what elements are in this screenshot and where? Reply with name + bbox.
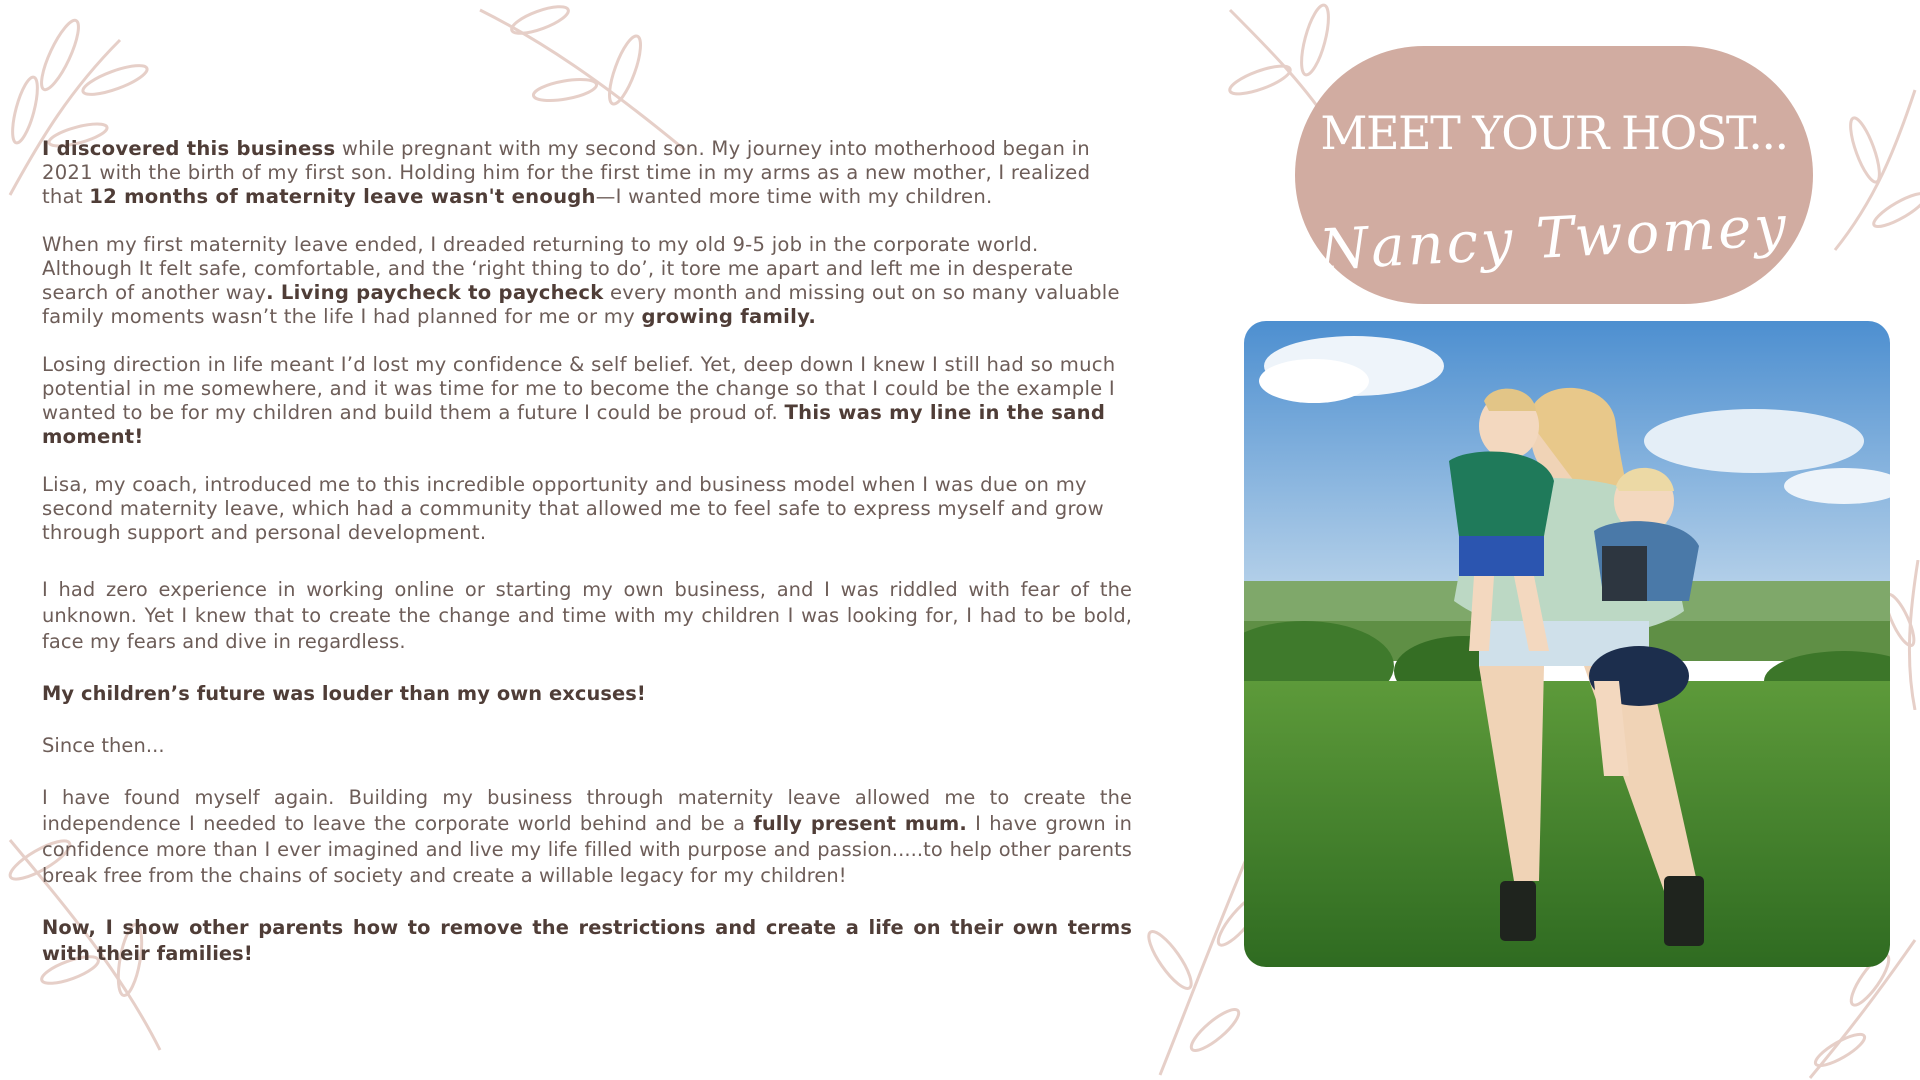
paragraph-text: When my first maternity leave ended, I dreaded returning to my old 9-5 job in the corporate world. Although It felt safe, comfortable, and the ‘right thing to do’, it tore me apart and left me in desperate search of another way — [42, 233, 1074, 304]
story-paragraph — [42, 137, 1132, 209]
bold-phrase: fully present mum. — [753, 812, 967, 835]
bold-phrase: Now, I show other parents how to remove the restrictions and create a life on their own terms with their families! — [42, 916, 1132, 965]
story-paragraph: I had zero experience in working online or starting my own business, and I was riddled with fear of the unknown. Yet I knew that to create the change and time with my children I was looking for, I had to be bold, face my fears and dive in regardless. — [42, 578, 1132, 653]
bold-phrase: This was my line in the sand moment! — [42, 401, 1106, 448]
story-paragraph — [42, 915, 1132, 967]
paragraph-text: I have found myself again. Building my business through maternity leave allowed me to create the independence I needed to leave the corporate world behind and be a — [42, 786, 1132, 835]
host-card — [1295, 46, 1813, 304]
bold-phrase: growing family. — [641, 305, 817, 328]
bold-phrase: 12 months of maternity leave wasn't enough — [89, 185, 596, 208]
paragraph-text: while pregnant with my second son. My journey into motherhood began in 2021 with the birth of my first son. Holding him for the first time in my arms as a new mother, I realized that — [42, 137, 1091, 208]
leaf-sprig-icon — [470, 0, 700, 160]
bold-phrase: . Living paycheck to paycheck — [266, 281, 604, 304]
story-paragraph — [42, 353, 1132, 449]
story-paragraph — [42, 785, 1132, 889]
paragraph-text: —I wanted more time with my children. — [595, 185, 993, 208]
paragraph-text: Losing direction in life meant I’d lost my confidence & self belief. Yet, deep down I knew I still had so much potential in me somewhere, and it was time for me to become the change so that I could be the example I wanted to be for my children and build them a future I could be proud of. — [42, 353, 1116, 424]
host-heading: MEET YOUR HOST... — [1320, 106, 1788, 160]
story-paragraph — [42, 681, 1132, 707]
bold-phrase: My children’s future was louder than my own excuses! — [42, 682, 646, 705]
story-paragraph: Since then... — [42, 734, 165, 757]
story-text — [42, 137, 1132, 991]
host-photo-illustration — [1244, 321, 1890, 967]
host-name: Nancy Twomey — [1317, 193, 1791, 284]
story-paragraph: Lisa, my coach, introduced me to this incredible opportunity and business model when I was due on my second maternity leave, which had a community that allowed me to feel safe to express myself and grow through support and personal development. — [42, 473, 1104, 544]
bold-phrase: I discovered this business — [42, 137, 336, 160]
leaf-sprig-icon — [1815, 80, 1920, 260]
paragraph-text: every month and missing out on so many valuable family moments wasn’t the life I had planned for me or my — [42, 281, 1120, 328]
host-photo — [1244, 321, 1890, 967]
story-paragraph — [42, 233, 1132, 329]
paragraph-text: I have grown in confidence more than I ever imagined and live my life filled with purpose and passion.....to help other parents break free from the chains of society and create a willable legacy for my children! — [42, 812, 1132, 887]
